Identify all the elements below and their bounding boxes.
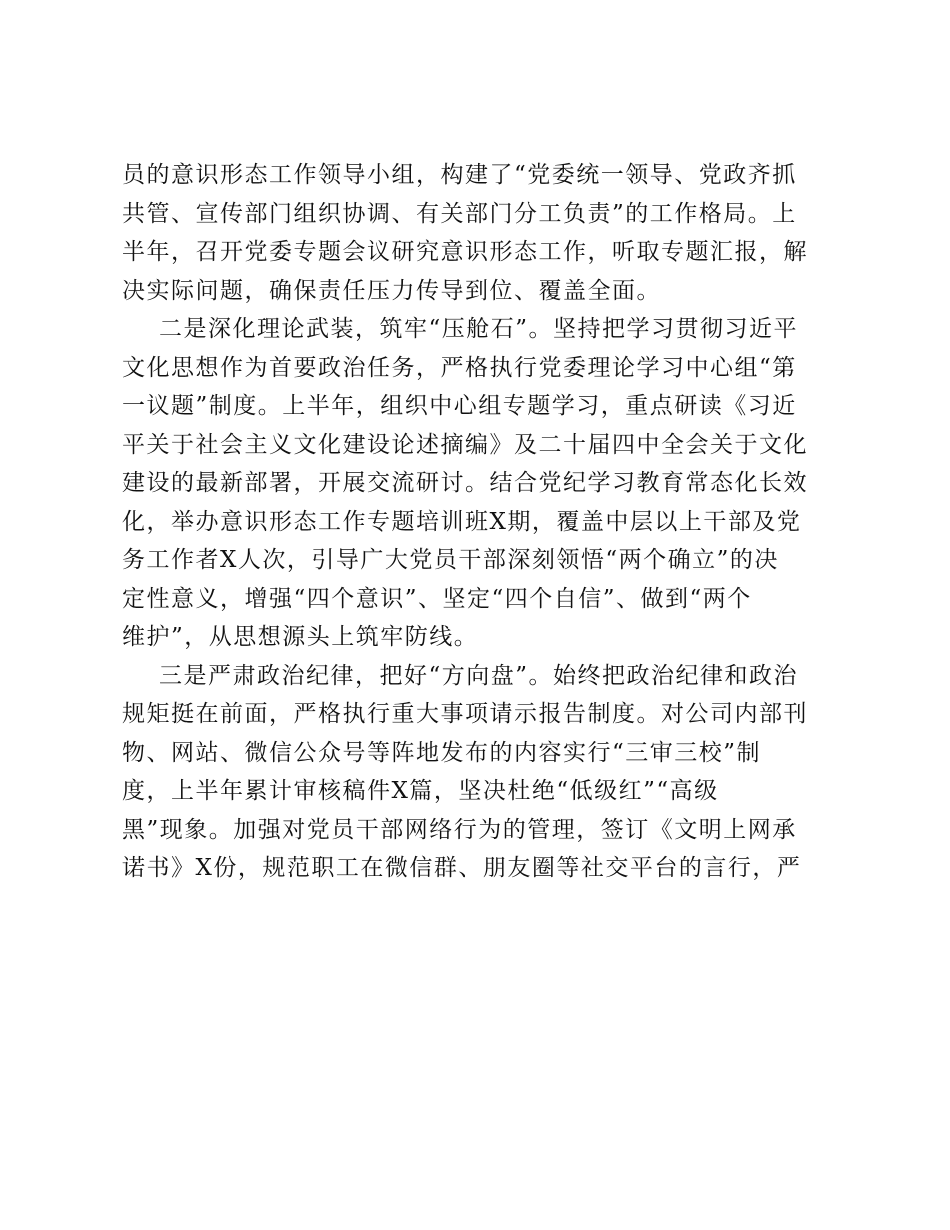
paragraph-start-line: 三是严肃政治纪律，把好“方向盘”。始终把政治纪律和政治	[159, 662, 799, 689]
text-line: 维护”，从思想源头上筑牢防线。	[122, 624, 479, 650]
text-line: 一议题”制度。上半年，组织中心组专题学习，重点研读《习近	[122, 393, 797, 419]
text-line: 化，举办意识形态工作专题培训班X期，覆盖中层以上干部及党	[122, 508, 802, 535]
text-line: 员的意识形态工作领导小组，构建了“党委统一领导、党政齐抓	[122, 162, 797, 188]
text-line: 共管、宣传部门组织协调、有关部门分工负责”的工作格局。上	[122, 200, 797, 227]
text-line: 黑”现象。加强对党员干部网络行为的管理，签订《文明上网承	[122, 816, 797, 843]
text-line: 物、网站、微信公众号等阵地发布的内容实行“三审三校”制	[122, 739, 762, 766]
text-line: 文化思想作为首要政治任务，严格执行党委理论学习中心组“第	[122, 354, 797, 381]
text-line: 务工作者X人次，引导广大党员干部深刻领悟“两个确立”的决	[122, 547, 779, 573]
body-text	[122, 156, 832, 888]
text-line: 定性意义，增强“四个意识”、坚定“四个自信”、做到“两个	[122, 585, 752, 612]
text-line: 规矩挺在前面，严格执行重大事项请示报告制度。对公司内部刊	[122, 701, 808, 727]
text-line: 半年，召开党委专题会议研究意识形态工作，听取专题汇报，解	[122, 239, 808, 265]
text-line: 度，上半年累计审核稿件X篇，坚决杜绝“低级红”“高级	[122, 778, 719, 804]
paragraph-start-line: 二是深化理论武装，筑牢“压舱石”。坚持把学习贯彻习近平	[159, 316, 799, 342]
text-line: 建设的最新部署，开展交流研讨。结合党纪学习教育常态化长效	[122, 470, 808, 496]
text-line: 平关于社会主义文化建设论述摘编》及二十届四中全会关于文化	[122, 431, 808, 458]
text-line: 诺书》X份，规范职工在微信群、朋友圈等社交平台的言行，严	[122, 855, 802, 881]
text-line: 决实际问题，确保责任压力传导到位、覆盖全面。	[122, 277, 661, 304]
